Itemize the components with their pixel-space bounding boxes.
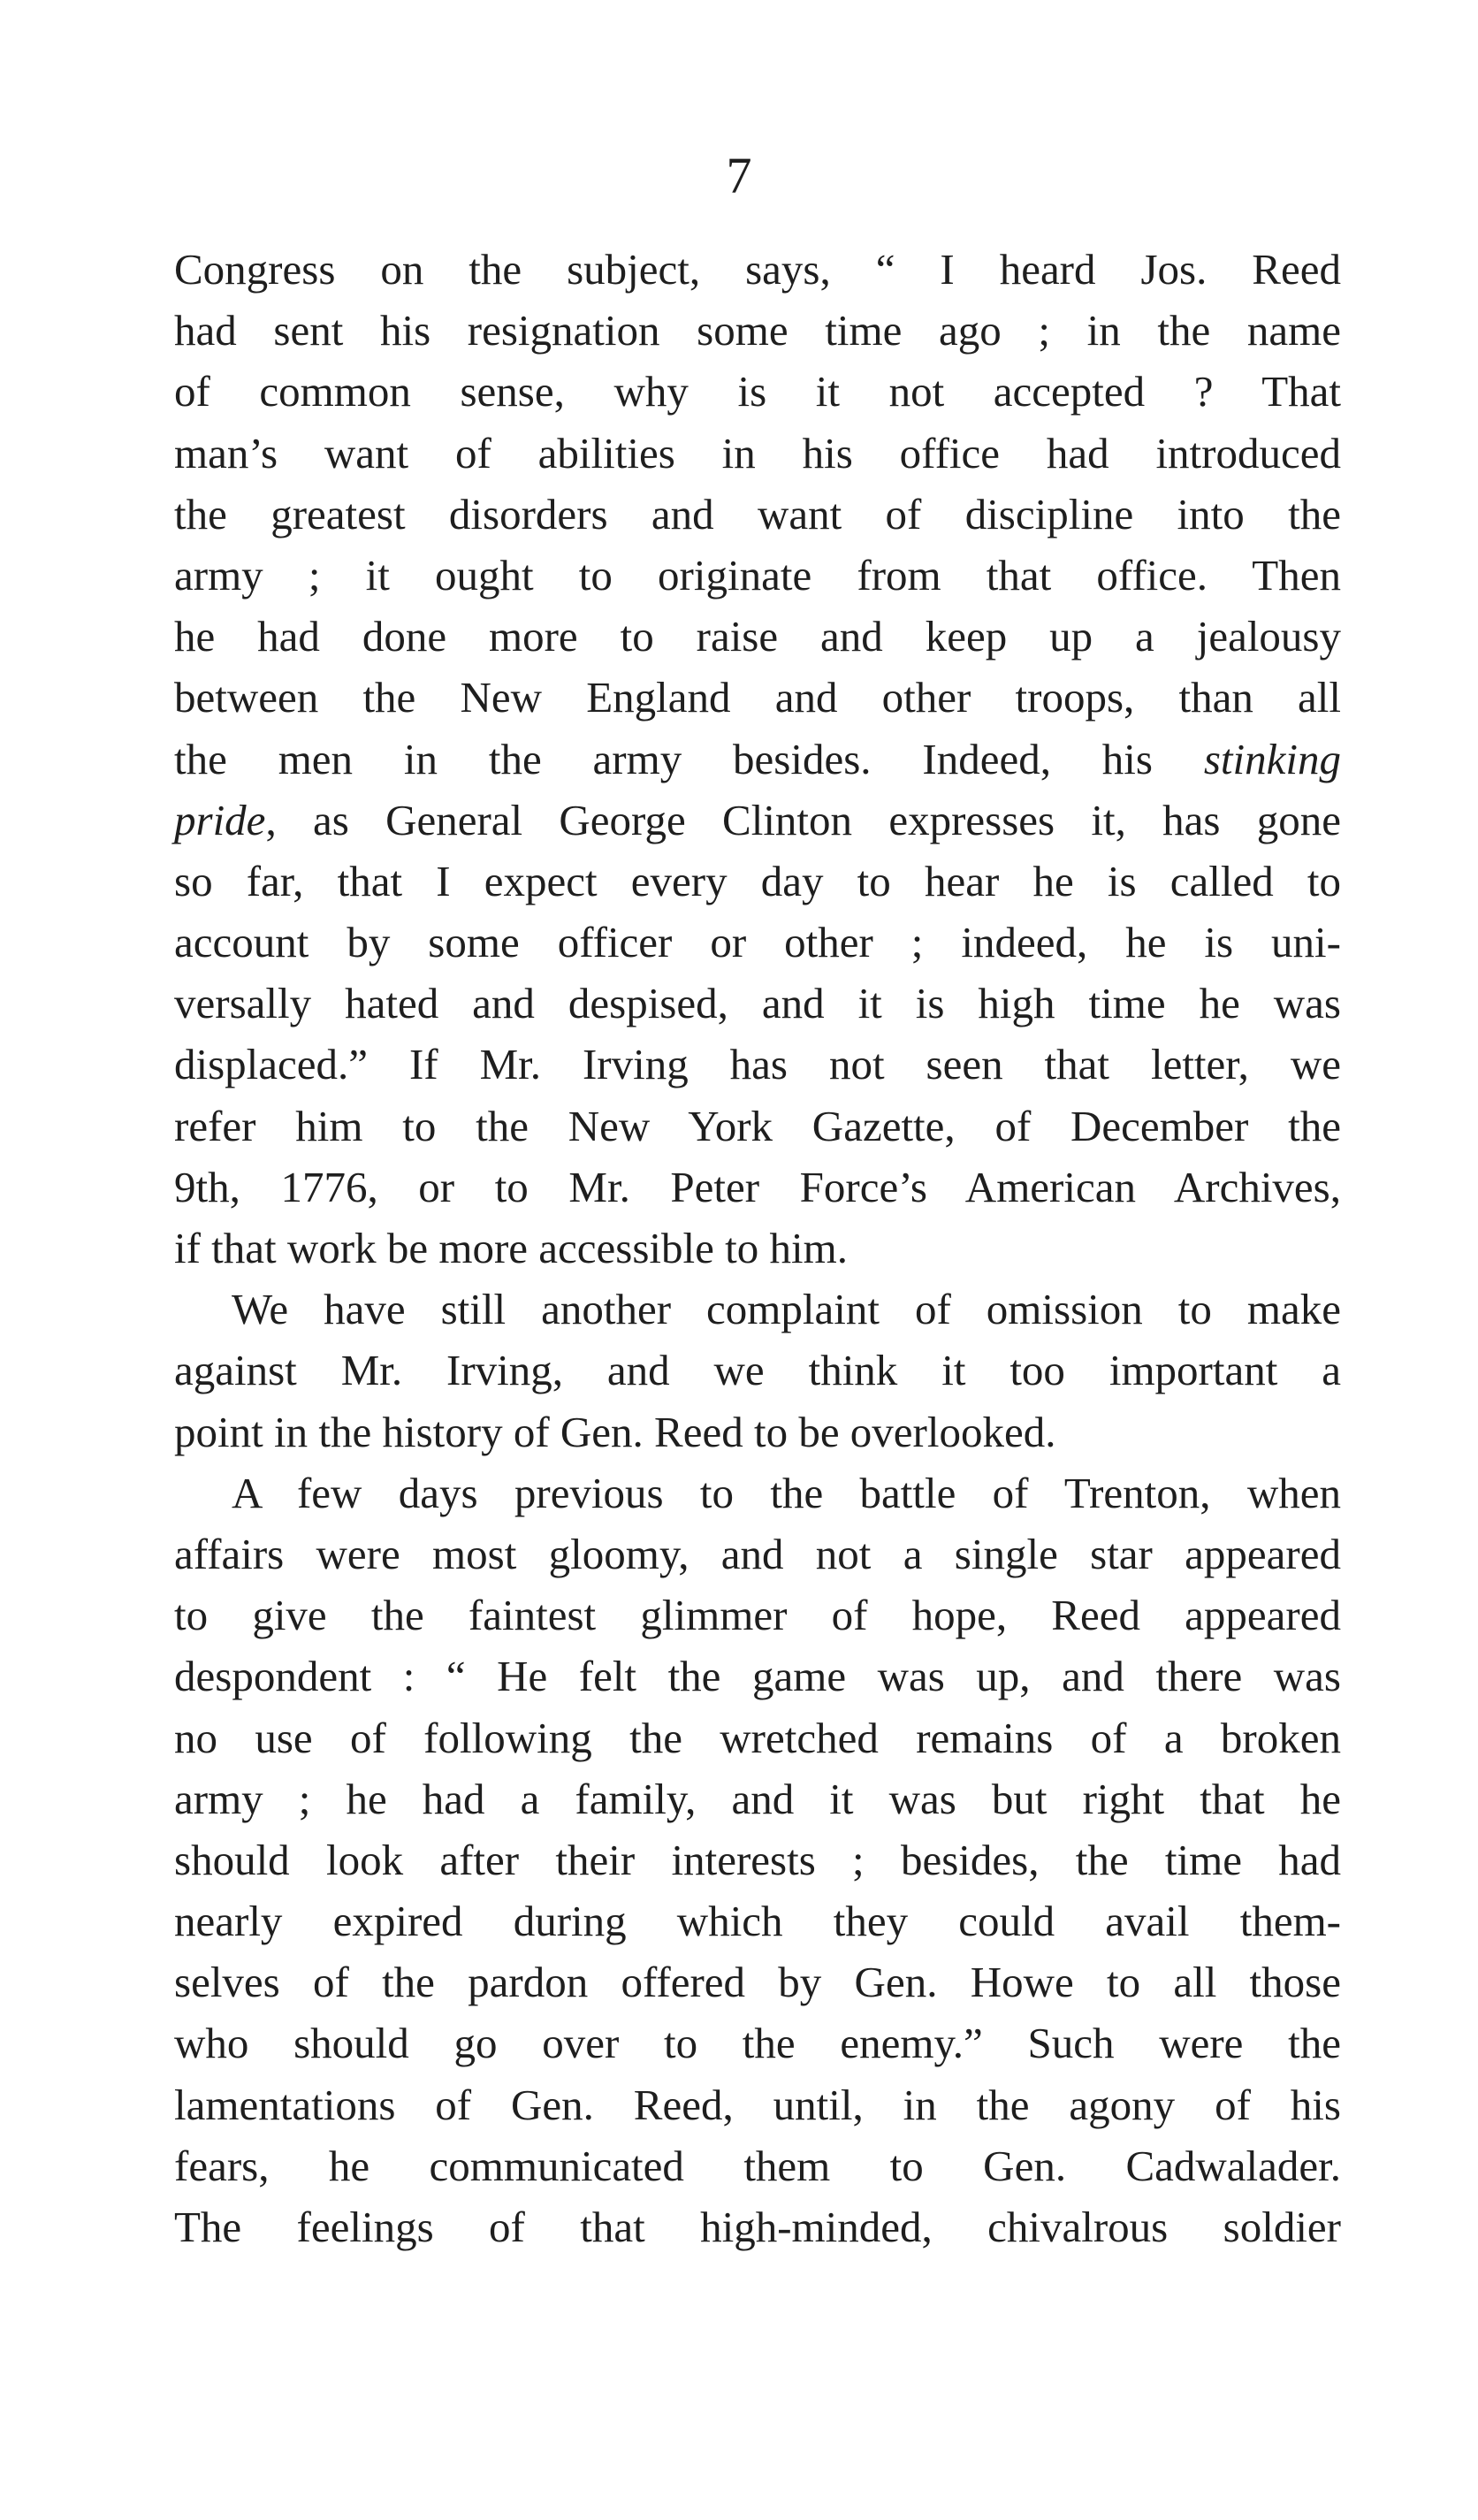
text-line bbox=[174, 729, 1341, 790]
text-line: the greatest disorders and want of discipline into the bbox=[174, 489, 1341, 538]
text-line: The feelings of that high-minded, chivalrous soldier bbox=[174, 2203, 1341, 2251]
text-line: account by some officer or other ; indeed, he is uni- bbox=[174, 918, 1341, 967]
text-line: army ; he had a family, and it was but right that he bbox=[174, 1774, 1341, 1823]
body-text bbox=[174, 239, 1341, 2257]
text-line: lamentations of Gen. Reed, until, in the agony of his bbox=[174, 2080, 1341, 2129]
line-text: , as General George Clinton expresses it, has gone bbox=[265, 795, 1341, 844]
text-line: no use of following the wretched remains of a broken bbox=[174, 1713, 1341, 1762]
paragraph-first-line: A few days previous to the battle of Trenton, when bbox=[232, 1468, 1341, 1517]
text-line: army ; it ought to originate from that office. Then bbox=[174, 550, 1341, 599]
text-line: if that work be more accessible to him. bbox=[174, 1224, 848, 1272]
page-number: 7 bbox=[726, 147, 752, 204]
line-text: the men in the army besides. Indeed, his bbox=[174, 734, 1204, 783]
text-line: who should go over to the enemy.” Such were the bbox=[174, 2019, 1341, 2068]
text-line: to give the faintest glimmer of hope, Reed appeared bbox=[174, 1591, 1341, 1640]
text-line: refer him to the New York Gazette, of December the bbox=[174, 1101, 1341, 1150]
text-line bbox=[174, 790, 1341, 851]
italic-phrase: stinking bbox=[1203, 734, 1341, 783]
text-line: affairs were most gloomy, and not a single star appeared bbox=[174, 1529, 1341, 1578]
text-line: so far, that I expect every day to hear he is called to bbox=[174, 856, 1341, 905]
text-line: man’s want of abilities in his office had introduced bbox=[174, 428, 1341, 477]
text-line: displaced.” If Mr. Irving has not seen that letter, we bbox=[174, 1040, 1341, 1089]
text-line: of common sense, why is it not accepted ? That bbox=[174, 367, 1341, 416]
text-line: nearly expired during which they could avail them- bbox=[174, 1897, 1341, 1946]
italic-phrase: pride bbox=[174, 795, 266, 844]
text-line: despondent : “ He felt the game was up, and there was bbox=[174, 1652, 1341, 1701]
text-line: had sent his resignation some time ago ; in the name bbox=[174, 306, 1341, 355]
text-line: Congress on the subject, says, “ I heard Jos. Reed bbox=[174, 245, 1341, 294]
text-line: fears, he communicated them to Gen. Cadwalader. bbox=[174, 2141, 1341, 2190]
text-line: he had done more to raise and keep up a jealousy bbox=[174, 612, 1341, 661]
text-line: against Mr. Irving, and we think it too important a bbox=[174, 1346, 1341, 1395]
text-line: should look after their interests ; besides, the time had bbox=[174, 1835, 1341, 1884]
text-line: point in the history of Gen. Reed to be overlooked. bbox=[174, 1407, 1056, 1456]
text-line: between the New England and other troops, than all bbox=[174, 673, 1341, 722]
text-line: 9th, 1776, or to Mr. Peter Force’s American Archives, bbox=[174, 1162, 1341, 1211]
text-line: selves of the pardon offered by Gen. Howe to all those bbox=[174, 1958, 1341, 2007]
text-line: versally hated and despised, and it is high time he was bbox=[174, 979, 1341, 1028]
paragraph-first-line: We have still another complaint of omission to make bbox=[232, 1285, 1341, 1334]
